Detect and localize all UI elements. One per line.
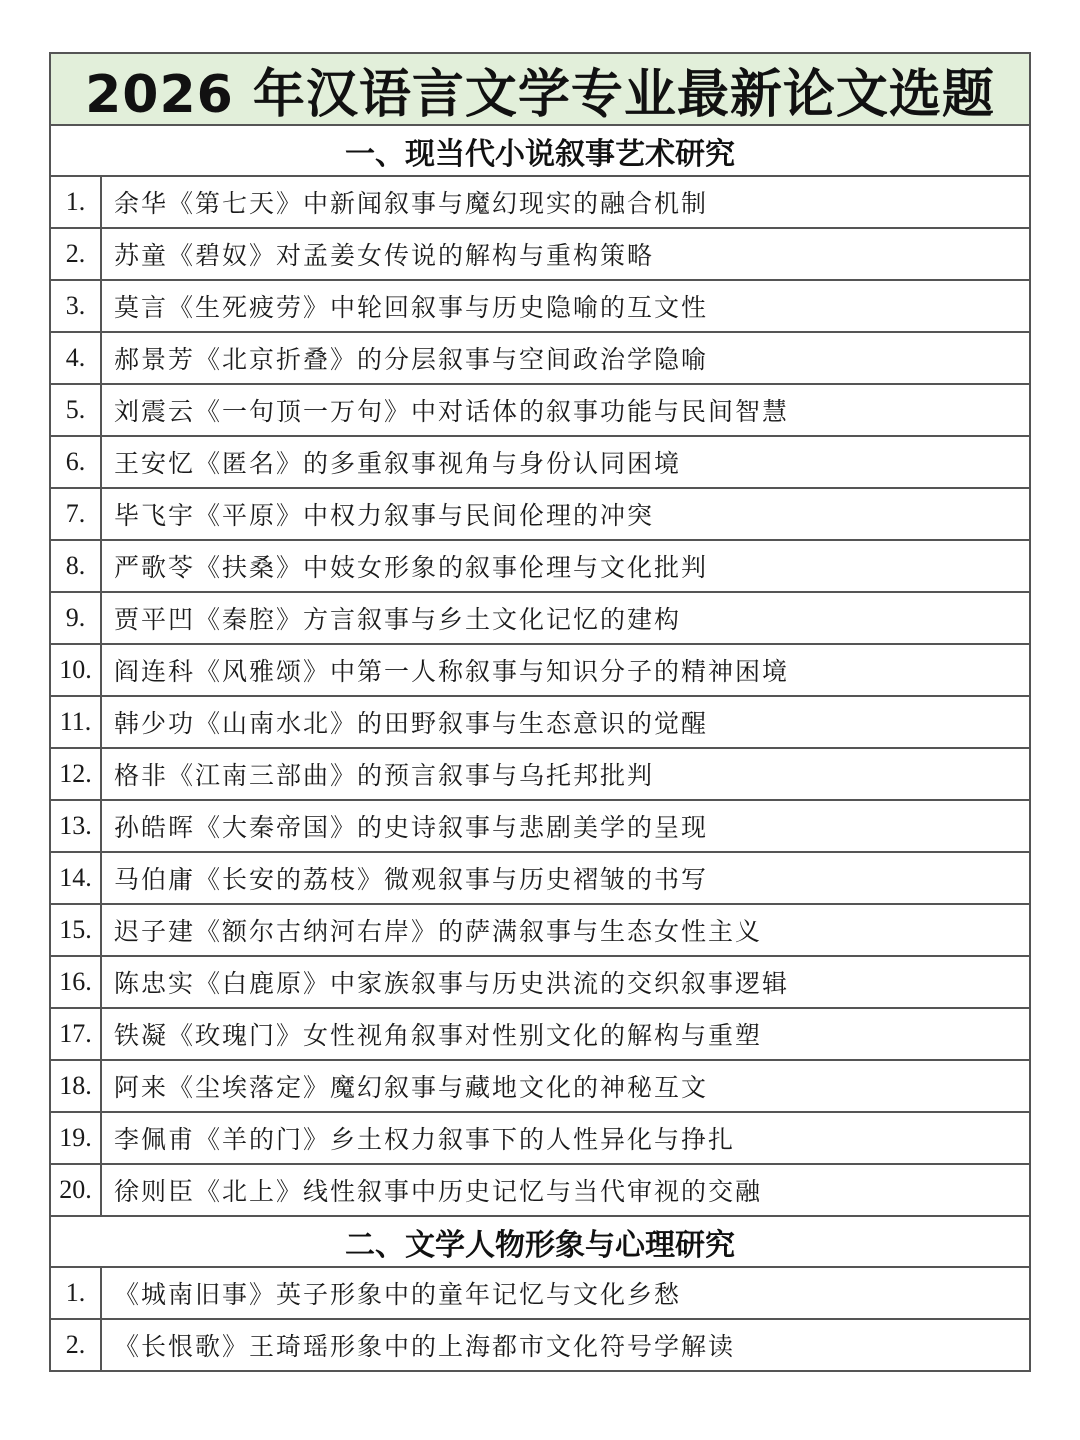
table-body [51,126,1029,1372]
item-number: 3. [51,281,102,331]
item-topic: 《长恨歌》王琦瑶形象中的上海都市文化符号学解读 [114,1332,736,1361]
item-number: 20. [51,1165,102,1215]
item-number: 13. [51,801,102,851]
section-heading: 二、文学人物形象与心理研究 [345,1227,735,1263]
item-topic: 毕飞宇《平原》中权力叙事与民间伦理的冲突 [114,501,655,530]
item-topic: 徐则臣《北上》线性叙事中历史记忆与当代审视的交融 [114,1177,763,1206]
table-row [51,749,1029,801]
table-row [51,177,1029,229]
item-topic: 阿来《尘埃落定》魔幻叙事与藏地文化的神秘互文 [114,1073,709,1102]
table-row [51,593,1029,645]
item-topic: 李佩甫《羊的门》乡土权力叙事下的人性异化与挣扎 [114,1125,736,1154]
table-row [51,1113,1029,1165]
item-topic: 刘震云《一句顶一万句》中对话体的叙事功能与民间智慧 [114,397,790,426]
item-number: 7. [51,489,102,539]
topic-table [49,52,1031,1372]
table-row [51,1268,1029,1320]
table-row [51,1061,1029,1113]
item-topic: 莫言《生死疲劳》中轮回叙事与历史隐喻的互文性 [114,293,709,322]
item-number: 17. [51,1009,102,1059]
table-row [51,489,1029,541]
table-row [51,229,1029,281]
item-number: 9. [51,593,102,643]
item-number: 4. [51,333,102,383]
item-number: 8. [51,541,102,591]
item-number: 6. [51,437,102,487]
item-topic: 苏童《碧奴》对孟姜女传说的解构与重构策略 [114,241,655,270]
item-topic: 陈忠实《白鹿原》中家族叙事与历史洪流的交织叙事逻辑 [114,969,790,998]
table-row [51,541,1029,593]
title-row [51,54,1029,126]
section-heading-row [51,1217,1029,1268]
item-topic: 孙皓晖《大秦帝国》的史诗叙事与悲剧美学的呈现 [114,813,709,842]
table-row [51,697,1029,749]
section-heading: 一、现当代小说叙事艺术研究 [345,136,735,172]
table-row [51,1320,1029,1372]
item-topic: 《城南旧事》英子形象中的童年记忆与文化乡愁 [114,1280,682,1309]
item-number: 16. [51,957,102,1007]
item-number: 5. [51,385,102,435]
item-topic: 余华《第七天》中新闻叙事与魔幻现实的融合机制 [114,189,709,218]
item-number: 12. [51,749,102,799]
table-row [51,281,1029,333]
item-topic: 贾平凹《秦腔》方言叙事与乡土文化记忆的建构 [114,605,682,634]
item-topic: 严歌苓《扶桑》中妓女形象的叙事伦理与文化批判 [114,553,709,582]
item-topic: 阎连科《风雅颂》中第一人称叙事与知识分子的精神困境 [114,657,790,686]
item-topic: 郝景芳《北京折叠》的分层叙事与空间政治学隐喻 [114,345,709,374]
table-row [51,333,1029,385]
section-heading-row [51,126,1029,177]
item-topic: 格非《江南三部曲》的预言叙事与乌托邦批判 [114,761,655,790]
item-topic: 韩少功《山南水北》的田野叙事与生态意识的觉醒 [114,709,709,738]
item-number: 1. [51,1268,102,1318]
table-row [51,957,1029,1009]
item-topic: 王安忆《匿名》的多重叙事视角与身份认同困境 [114,449,682,478]
item-topic: 迟子建《额尔古纳河右岸》的萨满叙事与生态女性主义 [114,917,763,946]
item-number: 2. [51,229,102,279]
page-title: 2026 年汉语言文学专业最新论文选题 [85,64,995,125]
table-row [51,905,1029,957]
table-row [51,385,1029,437]
table-row [51,801,1029,853]
item-number: 19. [51,1113,102,1163]
item-number: 14. [51,853,102,903]
item-number: 2. [51,1320,102,1370]
item-number: 11. [51,697,102,747]
item-number: 10. [51,645,102,695]
item-number: 18. [51,1061,102,1111]
item-topic: 马伯庸《长安的荔枝》微观叙事与历史褶皱的书写 [114,865,709,894]
item-topic: 铁凝《玫瑰门》女性视角叙事对性别文化的解构与重塑 [114,1021,763,1050]
table-row [51,645,1029,697]
item-number: 15. [51,905,102,955]
table-row [51,1165,1029,1217]
table-row [51,853,1029,905]
table-row [51,437,1029,489]
table-row [51,1009,1029,1061]
item-number: 1. [51,177,102,227]
